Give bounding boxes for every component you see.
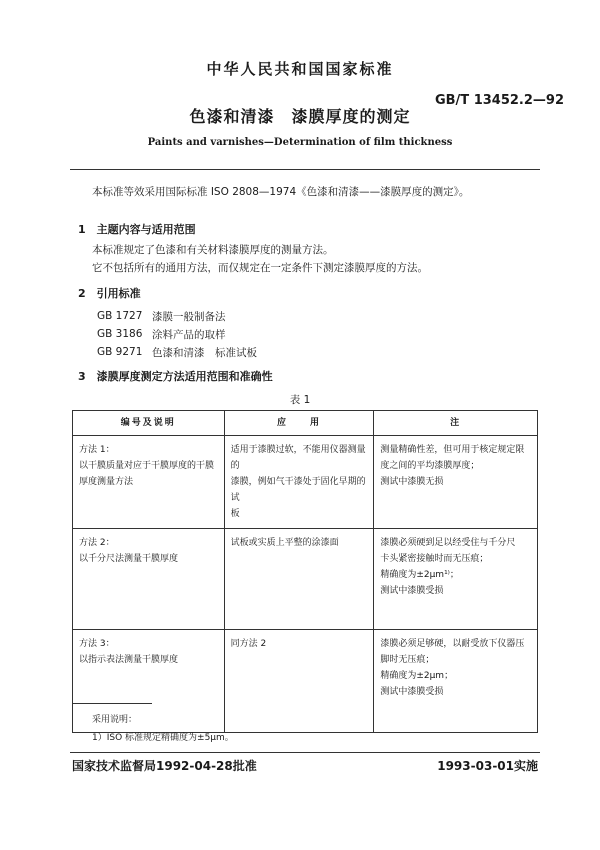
- cell-line: 测试中漆膜受损: [380, 687, 444, 697]
- ref-title-2: 涂料产品的取样: [152, 329, 226, 341]
- cell-line: 方法 3：: [79, 639, 115, 649]
- cell-line: 测量精确性差，但可用于核定规定限: [380, 445, 525, 455]
- cell-line: 漆膜，例如气干漆处于固化早期的试: [230, 477, 366, 503]
- method-cell: [73, 436, 225, 529]
- cell-line: 测试中漆膜无损: [380, 477, 444, 487]
- section2-heading: 2 引用标准: [78, 287, 141, 300]
- application-cell: [224, 529, 374, 630]
- cell-line: 适用于漆膜过软，不能用仪器测量的: [230, 445, 366, 471]
- ref-title-1: 漆膜一般制备法: [152, 311, 226, 323]
- implementation-text: 1993-03-01实施: [437, 759, 538, 773]
- footnote-label: 采用说明：: [92, 715, 138, 725]
- cell-line: 度之间的平均漆膜厚度；: [380, 461, 480, 471]
- ref-title-3: 色漆和清漆 标准试板: [152, 347, 257, 359]
- table-1: [72, 410, 538, 733]
- document-title-cn: 色漆和清漆 漆膜厚度的测定: [189, 107, 411, 126]
- table-row: [73, 529, 538, 630]
- cell-line: 以千分尺法测量干膜厚度: [79, 554, 179, 564]
- cell-line: 厚度测量方法: [79, 477, 134, 487]
- approval-text: 国家技术监督局1992-04-28批准: [72, 759, 257, 773]
- table-row: [73, 630, 538, 733]
- cell-line: 卡头紧密接触时而无压痕；: [380, 554, 489, 564]
- cell-line: 以指示表法测量干膜厚度: [79, 655, 179, 665]
- table-header-note: 注: [374, 411, 538, 436]
- cell-line: 试板或实质上平整的涂漆面: [230, 538, 339, 548]
- cell-line: 精确度为±2μm；: [380, 671, 454, 681]
- standard-code: GB/T 13452.2—92: [434, 93, 564, 108]
- table-caption: 表 1: [289, 394, 311, 406]
- ref-code-2: GB 3186: [97, 328, 143, 340]
- cell-line: 测试中漆膜受损: [380, 586, 444, 596]
- application-cell: [224, 436, 374, 529]
- section3-heading: 3 漆膜厚度测定方法适用范围和准确性: [78, 370, 273, 383]
- cell-line: 同方法 2: [230, 639, 267, 649]
- document-title-en: Paints and varnishes—Determination of film thickness: [147, 137, 453, 148]
- cell-line: 漆膜必须硬到足以经受住与千分尺: [380, 538, 516, 548]
- note-cell: [374, 529, 538, 630]
- section1-heading: 1 主题内容与适用范围: [78, 223, 196, 236]
- footnote-divider: [72, 703, 152, 704]
- cell-line: 以干膜质量对应于干膜厚度的干膜: [79, 461, 215, 471]
- application-cell: [224, 630, 374, 733]
- note-cell: [374, 436, 538, 529]
- footnote-1: 1）ISO 标准规定精确度为±5μm。: [92, 733, 234, 743]
- cell-line: 方法 2：: [79, 538, 115, 548]
- cell-line: 脚时无压痕；: [380, 655, 435, 665]
- footer-divider: [70, 752, 540, 753]
- ref-code-1: GB 1727: [97, 310, 143, 322]
- section1-para1: 本标准规定了色漆和有关材料漆膜厚度的测量方法。: [92, 244, 334, 256]
- cell-line: 方法 1：: [79, 445, 115, 455]
- standard-body-header: 中华人民共和国国家标准: [206, 60, 394, 78]
- table-header-application: 应 用: [224, 411, 374, 436]
- title-divider: [70, 169, 540, 170]
- ref-code-3: GB 9271: [97, 346, 143, 358]
- intro-paragraph: 本标准等效采用国际标准 ISO 2808—1974《色漆和清漆——漆膜厚度的测定》。: [92, 186, 470, 198]
- note-cell: [374, 630, 538, 733]
- table-row: [73, 436, 538, 529]
- cell-line: 精确度为±2μm¹⁾；: [380, 570, 459, 580]
- section1-para2: 它不包括所有的通用方法，而仅规定在一定条件下测定漆膜厚度的方法。: [92, 262, 428, 274]
- method-cell: [73, 529, 225, 630]
- cell-line: 漆膜必须足够硬，以耐受放下仪器压: [380, 639, 525, 649]
- cell-line: 板: [230, 509, 240, 519]
- table-header-method: 编号及说明: [73, 411, 225, 436]
